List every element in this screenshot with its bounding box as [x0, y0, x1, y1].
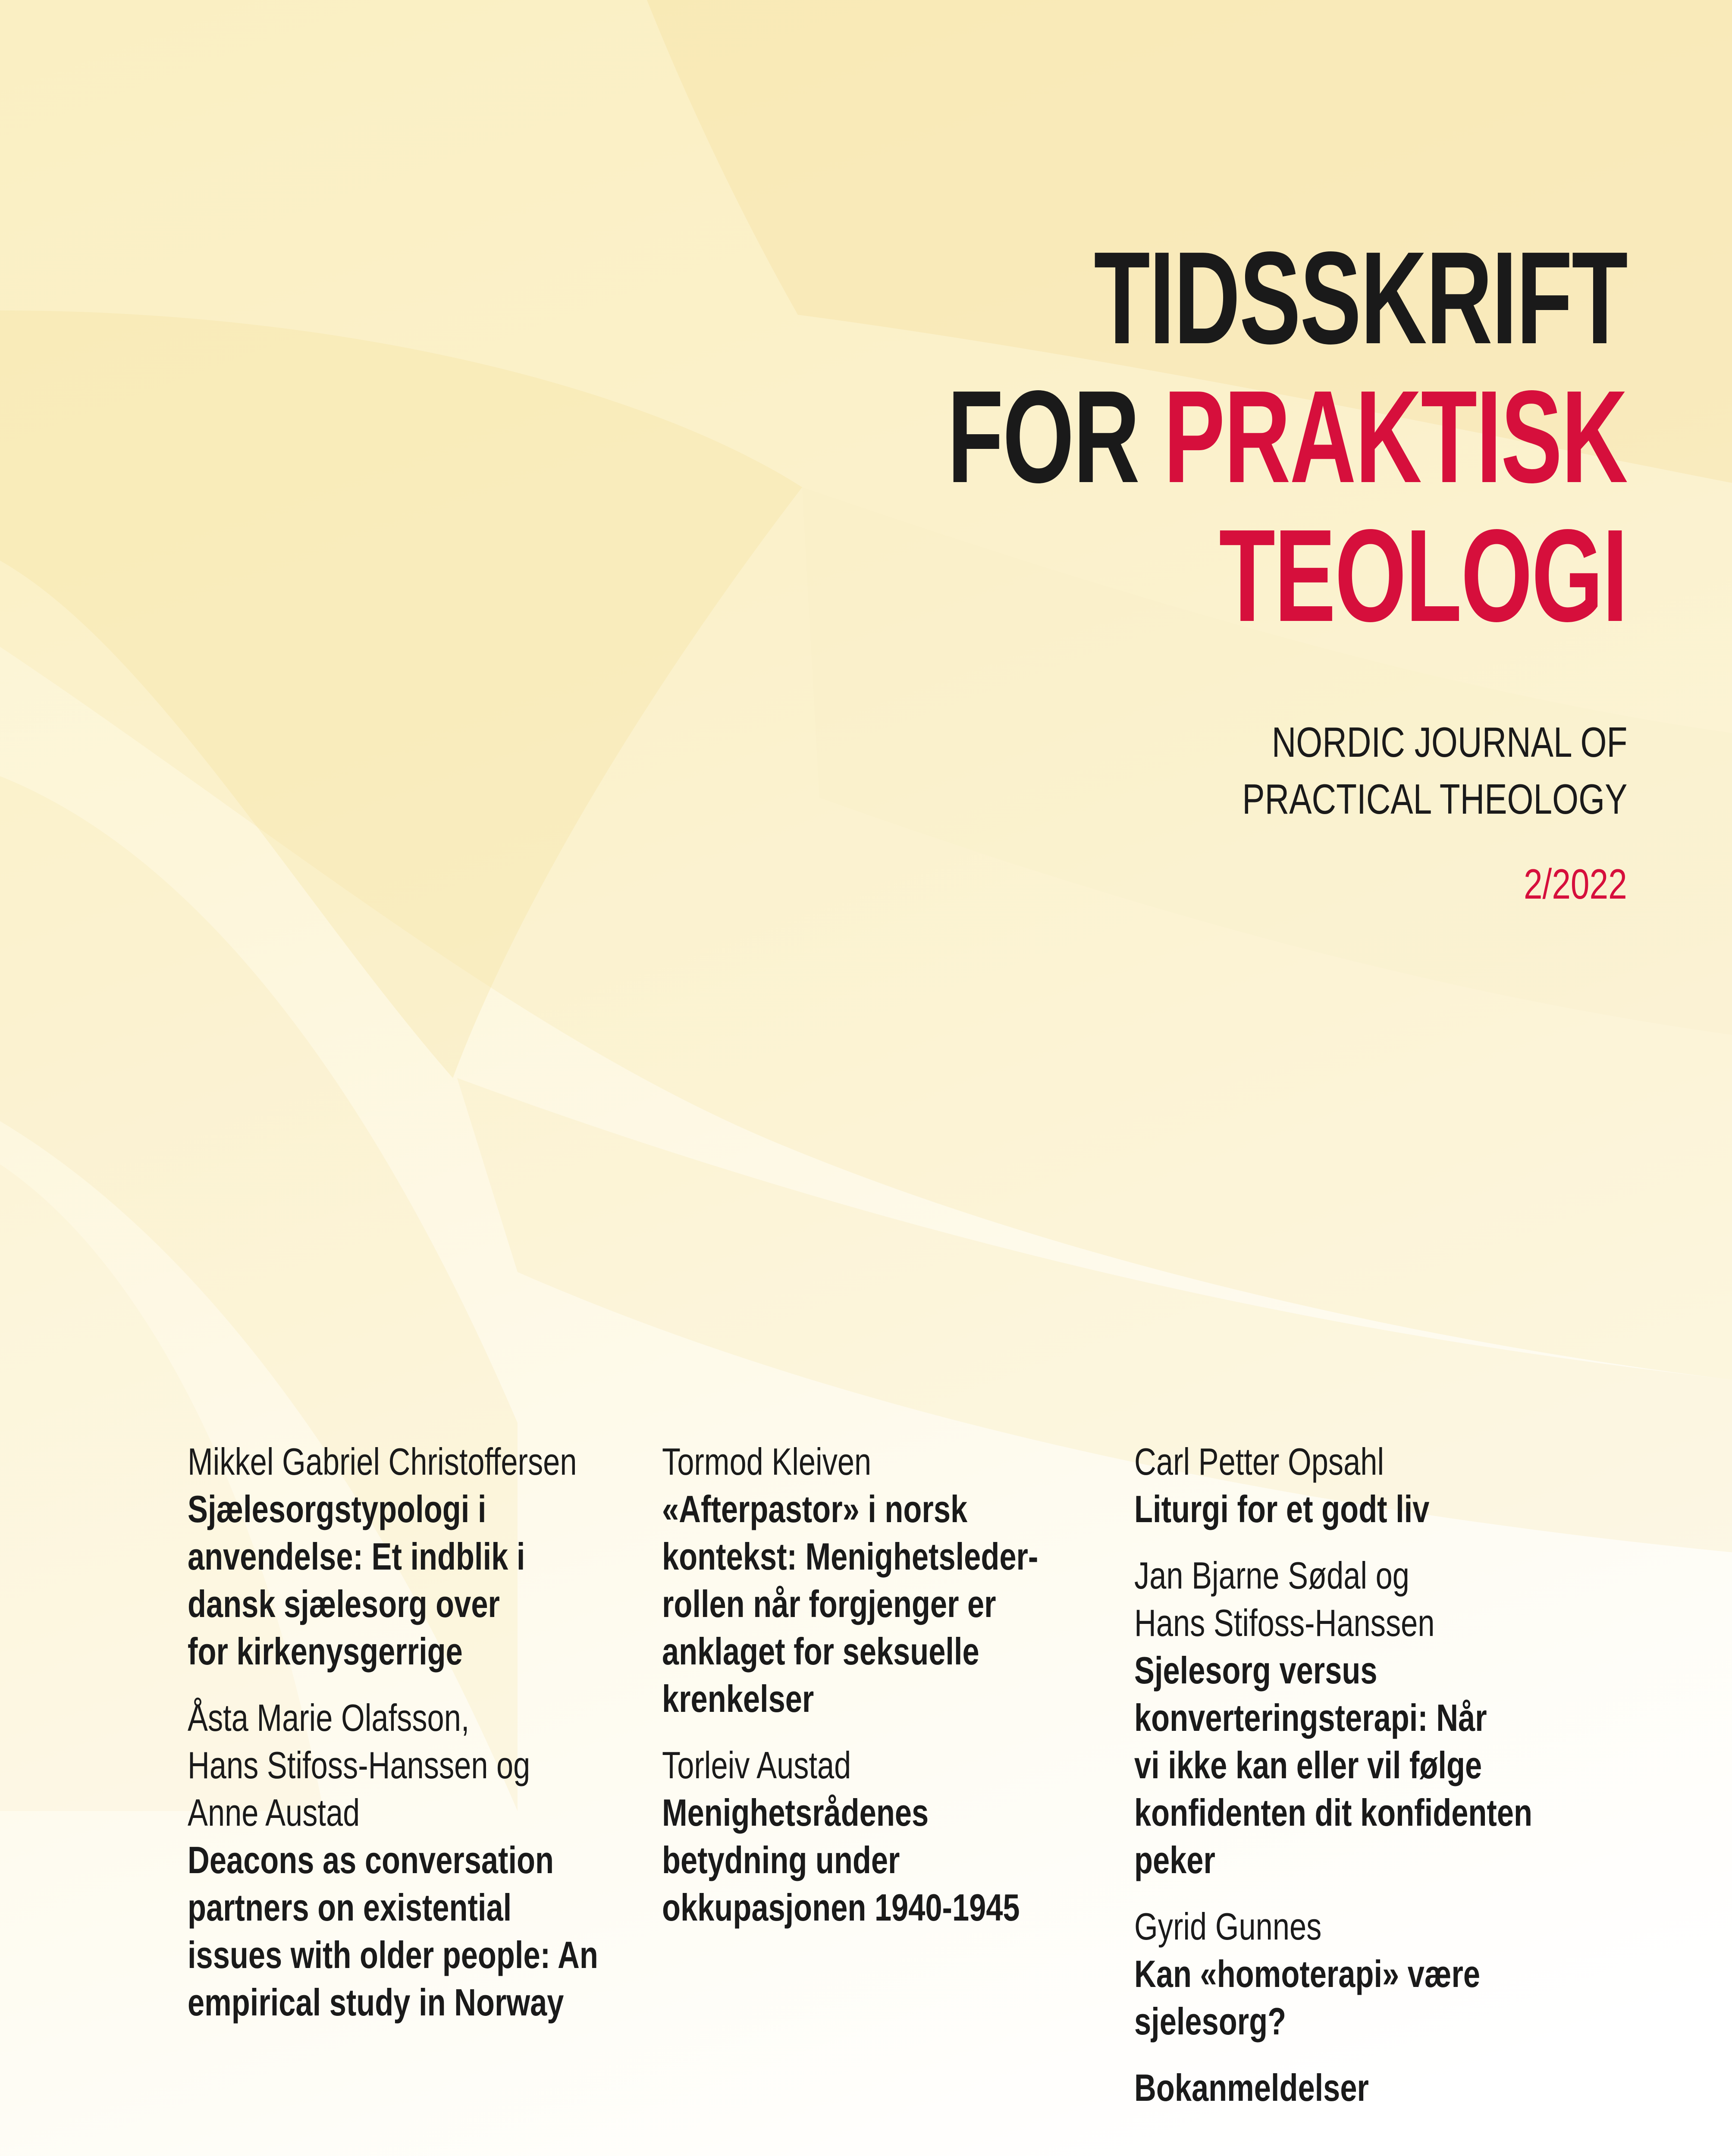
title-line: issues with older people: An	[188, 1934, 598, 1976]
title-line: konverteringsterapi: Når	[1134, 1696, 1487, 1739]
author-line: Anne Austad	[188, 1791, 360, 1834]
article-authors	[1134, 1552, 1630, 1647]
title-line: betydning under	[662, 1839, 900, 1881]
title-line: okkupasjonen 1940-1945	[662, 1886, 1020, 1929]
title-line-3: TEOLOGI	[1219, 502, 1627, 649]
article-authors	[1134, 1903, 1630, 1950]
title-line: Deacons as conversation	[188, 1839, 554, 1881]
article-authors	[662, 1438, 1158, 1485]
journal-title	[947, 224, 1627, 649]
article	[1134, 1903, 1630, 2045]
article	[1134, 1552, 1630, 1884]
title-line: Sjelesorg versus	[1134, 1649, 1377, 1692]
contents-column-1	[188, 1438, 684, 2045]
article-authors	[188, 1694, 684, 1836]
title-line: kontekst: Menighetsleder-	[662, 1535, 1039, 1578]
author-line: Gyrid Gunnes	[1134, 1905, 1322, 1948]
article	[188, 1694, 684, 2026]
article-title	[662, 1485, 1158, 1723]
book-reviews	[1134, 2064, 1630, 2112]
article	[1134, 1438, 1630, 1533]
article-title	[662, 1789, 1158, 1931]
author-line: Torleiv Austad	[662, 1744, 851, 1786]
subtitle-line-2: PRACTICAL THEOLOGY	[1242, 775, 1627, 823]
title-line: Liturgi for et godt liv	[1134, 1488, 1430, 1530]
title-line: empirical study in Norway	[188, 1981, 564, 2024]
title-line: «Afterpastor» i norsk	[662, 1488, 968, 1530]
title-line: for kirkenysgerrige	[188, 1630, 463, 1673]
title-line: dansk sjælesorg over	[188, 1583, 500, 1625]
article	[662, 1742, 1158, 1931]
article-authors	[188, 1438, 684, 1485]
article-authors	[662, 1742, 1158, 1789]
article-title	[1134, 1950, 1630, 2045]
title-line-2-dark: FOR	[947, 363, 1139, 510]
author-line: Hans Stifoss-Hanssen	[1134, 1601, 1435, 1644]
title-line: Kan «homoterapi» være	[1134, 1952, 1481, 1995]
title-line: krenkelser	[662, 1677, 814, 1720]
title-line: Menighetsrådenes	[662, 1791, 929, 1834]
title-line: anklaget for seksuelle	[662, 1630, 979, 1673]
author-line: Tormod Kleiven	[662, 1440, 872, 1483]
title-line: partners on existential	[188, 1886, 512, 1929]
article-title	[1134, 1647, 1630, 1884]
title-line: konfidenten dit konfidenten	[1134, 1791, 1532, 1834]
article-title	[1134, 1485, 1630, 1533]
article-authors	[1134, 1438, 1630, 1485]
issue-number: 2/2022	[1524, 860, 1627, 908]
article-title	[1134, 2064, 1630, 2112]
title-line: peker	[1134, 1839, 1215, 1881]
title-line: Sjælesorgstypologi i	[188, 1488, 486, 1530]
contents-column-3	[1134, 1438, 1630, 2131]
title-line: rollen når forgjenger er	[662, 1583, 996, 1625]
author-line: Jan Bjarne Sødal og	[1134, 1554, 1409, 1597]
title-line-1: TIDSSKRIFT	[1094, 224, 1627, 371]
author-line: Mikkel Gabriel Christoffersen	[188, 1440, 577, 1483]
article	[662, 1438, 1158, 1723]
article-title	[188, 1485, 684, 1675]
article	[188, 1438, 684, 1675]
author-line: Carl Petter Opsahl	[1134, 1440, 1384, 1483]
subtitle-line-1: NORDIC JOURNAL OF	[1271, 718, 1627, 766]
title-line: sjelesorg?	[1134, 2000, 1286, 2043]
journal-subtitle	[1242, 714, 1627, 827]
title-line: Bokanmeldelser	[1134, 2066, 1369, 2109]
title-line: vi ikke kan eller vil følge	[1134, 1744, 1482, 1786]
author-line: Hans Stifoss-Hanssen og	[188, 1744, 530, 1786]
title-line-2-red: PRAKTISK	[1164, 363, 1627, 510]
title-line: anvendelse: Et indblik i	[188, 1535, 525, 1578]
author-line: Åsta Marie Olafsson,	[188, 1696, 470, 1739]
article-title	[188, 1836, 684, 2026]
contents-column-2	[662, 1438, 1158, 1950]
